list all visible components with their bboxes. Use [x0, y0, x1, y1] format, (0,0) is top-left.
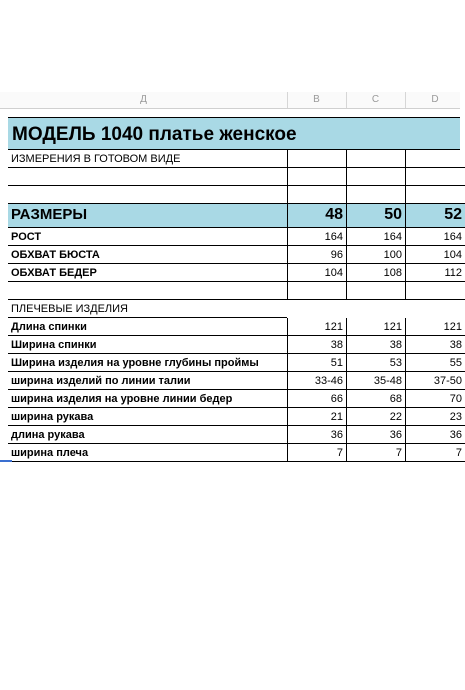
row-value[interactable]: 36 [346, 426, 405, 444]
row-label[interactable]: ОБХВАТ БЕДЕР [8, 264, 287, 282]
size-value[interactable]: 52 [405, 204, 465, 228]
row-label[interactable]: ширина изделий по линии талии [8, 372, 287, 390]
row-value[interactable]: 104 [405, 246, 465, 264]
empty-cell[interactable] [346, 186, 405, 204]
table-row [0, 390, 460, 408]
section-label[interactable]: ПЛЕЧЕВЫЕ ИЗДЕЛИЯ [8, 300, 287, 318]
row-value[interactable]: 164 [346, 228, 405, 246]
sizes-label[interactable]: РАЗМЕРЫ [8, 204, 287, 228]
row-value[interactable]: 108 [346, 264, 405, 282]
row-value[interactable]: 36 [287, 426, 346, 444]
row-label[interactable]: ширина изделия на уровне линии бедер [8, 390, 287, 408]
model-title[interactable]: МОДЕЛЬ 1040 платье женское [8, 117, 460, 150]
table-row [0, 336, 460, 354]
row-value[interactable]: 104 [287, 264, 346, 282]
empty-cell[interactable] [8, 282, 287, 300]
row-label[interactable]: длина рукава [8, 426, 287, 444]
row-value[interactable]: 36 [405, 426, 465, 444]
row-value[interactable]: 33-46 [287, 372, 346, 390]
row-value[interactable]: 66 [287, 390, 346, 408]
empty-cell[interactable] [405, 186, 465, 204]
empty-row [0, 282, 460, 300]
table-row [0, 246, 460, 264]
row-value[interactable]: 51 [287, 354, 346, 372]
empty-cell[interactable] [405, 168, 465, 186]
row-value[interactable]: 7 [287, 444, 346, 462]
row-value[interactable]: 121 [405, 318, 465, 336]
column-header-b[interactable]: B [287, 92, 347, 108]
table-row [0, 228, 460, 246]
row-value[interactable]: 7 [405, 444, 465, 462]
empty-row [0, 168, 460, 186]
empty-cell[interactable] [8, 186, 287, 204]
title-row [0, 117, 460, 150]
row-label[interactable]: ширина рукава [8, 408, 287, 426]
row-label[interactable]: Длина спинки [8, 318, 287, 336]
row-label[interactable]: Ширина изделия на уровне глубины проймы [8, 354, 287, 372]
row-value[interactable]: 121 [346, 318, 405, 336]
row-label[interactable]: РОСТ [8, 228, 287, 246]
empty-cell[interactable] [405, 282, 465, 300]
row-value[interactable]: 53 [346, 354, 405, 372]
row-label[interactable]: ОБХВАТ БЮСТА [8, 246, 287, 264]
subtitle-row [0, 150, 460, 168]
row-value[interactable]: 38 [287, 336, 346, 354]
row-value[interactable]: 70 [405, 390, 465, 408]
row-value[interactable]: 23 [405, 408, 465, 426]
row-value[interactable]: 164 [287, 228, 346, 246]
row-label[interactable]: Ширина спинки [8, 336, 287, 354]
table-row [0, 408, 460, 426]
sizes-row [0, 204, 460, 228]
empty-cell[interactable] [287, 150, 346, 168]
empty-cell[interactable] [287, 282, 346, 300]
table-row [0, 354, 460, 372]
empty-cell[interactable] [405, 150, 465, 168]
empty-row [0, 186, 460, 204]
row-value[interactable]: 121 [287, 318, 346, 336]
table-row [0, 426, 460, 444]
selection-edge-marker [0, 460, 12, 462]
spreadsheet [0, 92, 460, 477]
size-value[interactable]: 48 [287, 204, 346, 228]
row-value[interactable]: 164 [405, 228, 465, 246]
size-value[interactable]: 50 [346, 204, 405, 228]
row-value[interactable]: 38 [346, 336, 405, 354]
table-row [0, 264, 460, 282]
row-value[interactable]: 96 [287, 246, 346, 264]
measurements-subtitle[interactable]: ИЗМЕРЕНИЯ В ГОТОВОМ ВИДЕ [8, 150, 287, 168]
empty-cell[interactable] [346, 168, 405, 186]
table-row [0, 372, 460, 390]
row-value[interactable]: 35-48 [346, 372, 405, 390]
row-value[interactable]: 7 [346, 444, 405, 462]
row-value[interactable]: 100 [346, 246, 405, 264]
section-row [0, 300, 460, 318]
table-row [0, 444, 460, 462]
row-value[interactable]: 21 [287, 408, 346, 426]
row-value[interactable]: 68 [346, 390, 405, 408]
table-row [0, 318, 460, 336]
column-header-d[interactable]: D [431, 94, 439, 105]
row-value[interactable]: 37-50 [405, 372, 465, 390]
empty-cell[interactable] [287, 168, 346, 186]
row-value[interactable]: 22 [346, 408, 405, 426]
row-value[interactable]: 112 [405, 264, 465, 282]
empty-cell[interactable] [346, 150, 405, 168]
row-label[interactable]: ширина плеча [8, 444, 287, 462]
empty-cell[interactable] [287, 186, 346, 204]
column-header-c[interactable]: C [346, 92, 406, 108]
empty-cell[interactable] [8, 168, 287, 186]
empty-cell[interactable] [346, 282, 405, 300]
column-header-bar [0, 92, 460, 109]
row-value[interactable]: 55 [405, 354, 465, 372]
column-header-a[interactable]: Д [0, 92, 288, 108]
row-value[interactable]: 38 [405, 336, 465, 354]
